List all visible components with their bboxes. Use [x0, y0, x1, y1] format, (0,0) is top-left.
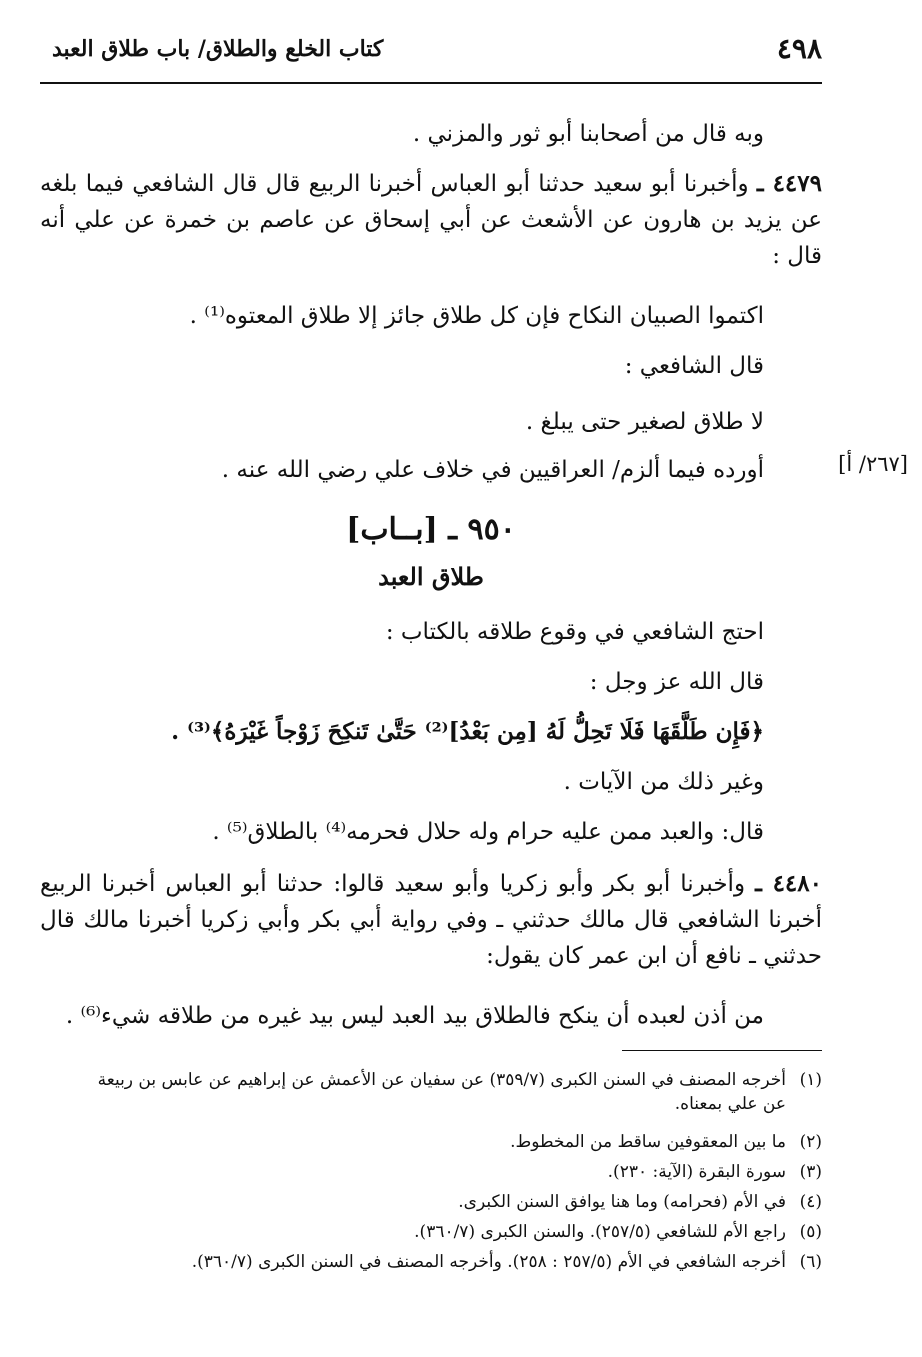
footnote	[40, 1250, 822, 1274]
footnote	[40, 1190, 822, 1214]
footnote-number: (٦)	[799, 1252, 822, 1272]
footnote-text: أخرجه الشافعي في الأم (٢٥٧/٥ : ٢٥٨). وأخرجه المصنف في السنن الكبرى (٣٦٠/٧).	[191, 1252, 786, 1272]
paragraph: قال: والعبد ممن عليه حرام وله حلال فحرمه⁽⁴⁾ بالطلاق⁽⁵⁾ .	[212, 819, 764, 845]
quran-verse: ﴿فَإِن طَلَّقَهَا فَلَا تَحِلُّ لَهُ [مِن بَعْدُ]⁽²⁾ حَتَّىٰ تَنكِحَ زَوْجاً غَيْرَهُ﴾⁽³⁾ .	[171, 718, 764, 745]
hadith-4480	[40, 866, 822, 974]
running-title: كتاب الخلع والطلاق/ باب طلاق العبد	[52, 36, 384, 62]
footnote-number: (٢)	[799, 1132, 822, 1152]
hadith-number: ٤٤٨٠ ـ	[755, 870, 822, 897]
footnote-text: سورة البقرة (الآية: ٢٣٠).	[607, 1162, 786, 1182]
footnote-text: أخرجه المصنف في السنن الكبرى (٣٥٩/٧) عن سفيان عن الأعمش عن إبراهيم عن عابس بن ربيعة	[97, 1070, 786, 1090]
footnote	[40, 1068, 822, 1116]
footnote	[40, 1160, 822, 1184]
manuscript-folio-ref: [٢٦٧/ أ]	[838, 452, 908, 476]
footnote-text: راجع الأم للشافعي (٢٥٧/٥). والسنن الكبرى (٣٦٠/٧).	[414, 1222, 786, 1242]
footnote-number: (٤)	[799, 1192, 822, 1212]
quote-text: لا طلاق لصغير حتى يبلغ .	[525, 409, 764, 435]
page-number: ٤٩٨	[776, 32, 822, 65]
footnote-text: ما بين المعقوفين ساقط من المخطوط.	[510, 1132, 786, 1152]
quote-text: أورده فيما ألزم/ العراقيين في خلاف علي رضي الله عنه .	[221, 457, 764, 483]
footnote-number: (٣)	[799, 1162, 822, 1182]
hadith-text: وأخبرنا أبو بكر وأبو زكريا وأبو سعيد قالوا: حدثنا أبو العباس أخبرنا الربيع أخبرنا الشافعي قال مالك حدثني ـ وفي رواية أبي بكر وأبي زكريا أخبرنا مالك قال حدثني ـ نافع أن ابن عمر كان يقول:	[40, 871, 822, 969]
paragraph: وبه قال من أصحابنا أبو ثور والمزني .	[412, 121, 764, 147]
hadith-4479	[40, 166, 822, 274]
quote-text: من أذن لعبده أن ينكح فالطلاق بيد العبد ليس بيد غيره من طلاقه شيء⁽⁶⁾ .	[65, 1003, 764, 1029]
footnote-number: (٥)	[799, 1222, 822, 1242]
footnote-number: (١)	[799, 1070, 822, 1090]
chapter-title: طلاق العبد	[378, 562, 484, 591]
paragraph: احتج الشافعي في وقوع طلاقه بالكتاب :	[385, 619, 764, 645]
quote-text: اكتموا الصبيان النكاح فإن كل طلاق جائز إلا طلاق المعتوه⁽¹⁾ .	[189, 303, 764, 329]
footnote-text: في الأم (فحرامه) وما هنا يوافق السنن الكبرى.	[458, 1192, 786, 1212]
paragraph: وغير ذلك من الآيات .	[563, 769, 764, 795]
hadith-text: وأخبرنا أبو سعيد حدثنا أبو العباس أخبرنا الربيع قال قال الشافعي فيما بلغه عن يزيد بن هارون عن الأشعث عن أبي إسحاق عن عاصم بن خمرة عن علي أنه قال :	[40, 171, 822, 269]
paragraph: قال الله عز وجل :	[589, 669, 764, 695]
footnote	[40, 1220, 822, 1244]
chapter-heading: ٩٥٠ ـ [بــاب]	[346, 512, 516, 547]
header-rule	[40, 82, 822, 84]
page-header	[40, 28, 822, 84]
footnote-text: عن علي بمعناه.	[674, 1094, 786, 1114]
hadith-number: ٤٤٧٩ ـ	[756, 170, 822, 197]
footnote	[40, 1130, 822, 1154]
footnote-divider	[622, 1050, 822, 1051]
quote-text: قال الشافعي :	[624, 353, 764, 379]
